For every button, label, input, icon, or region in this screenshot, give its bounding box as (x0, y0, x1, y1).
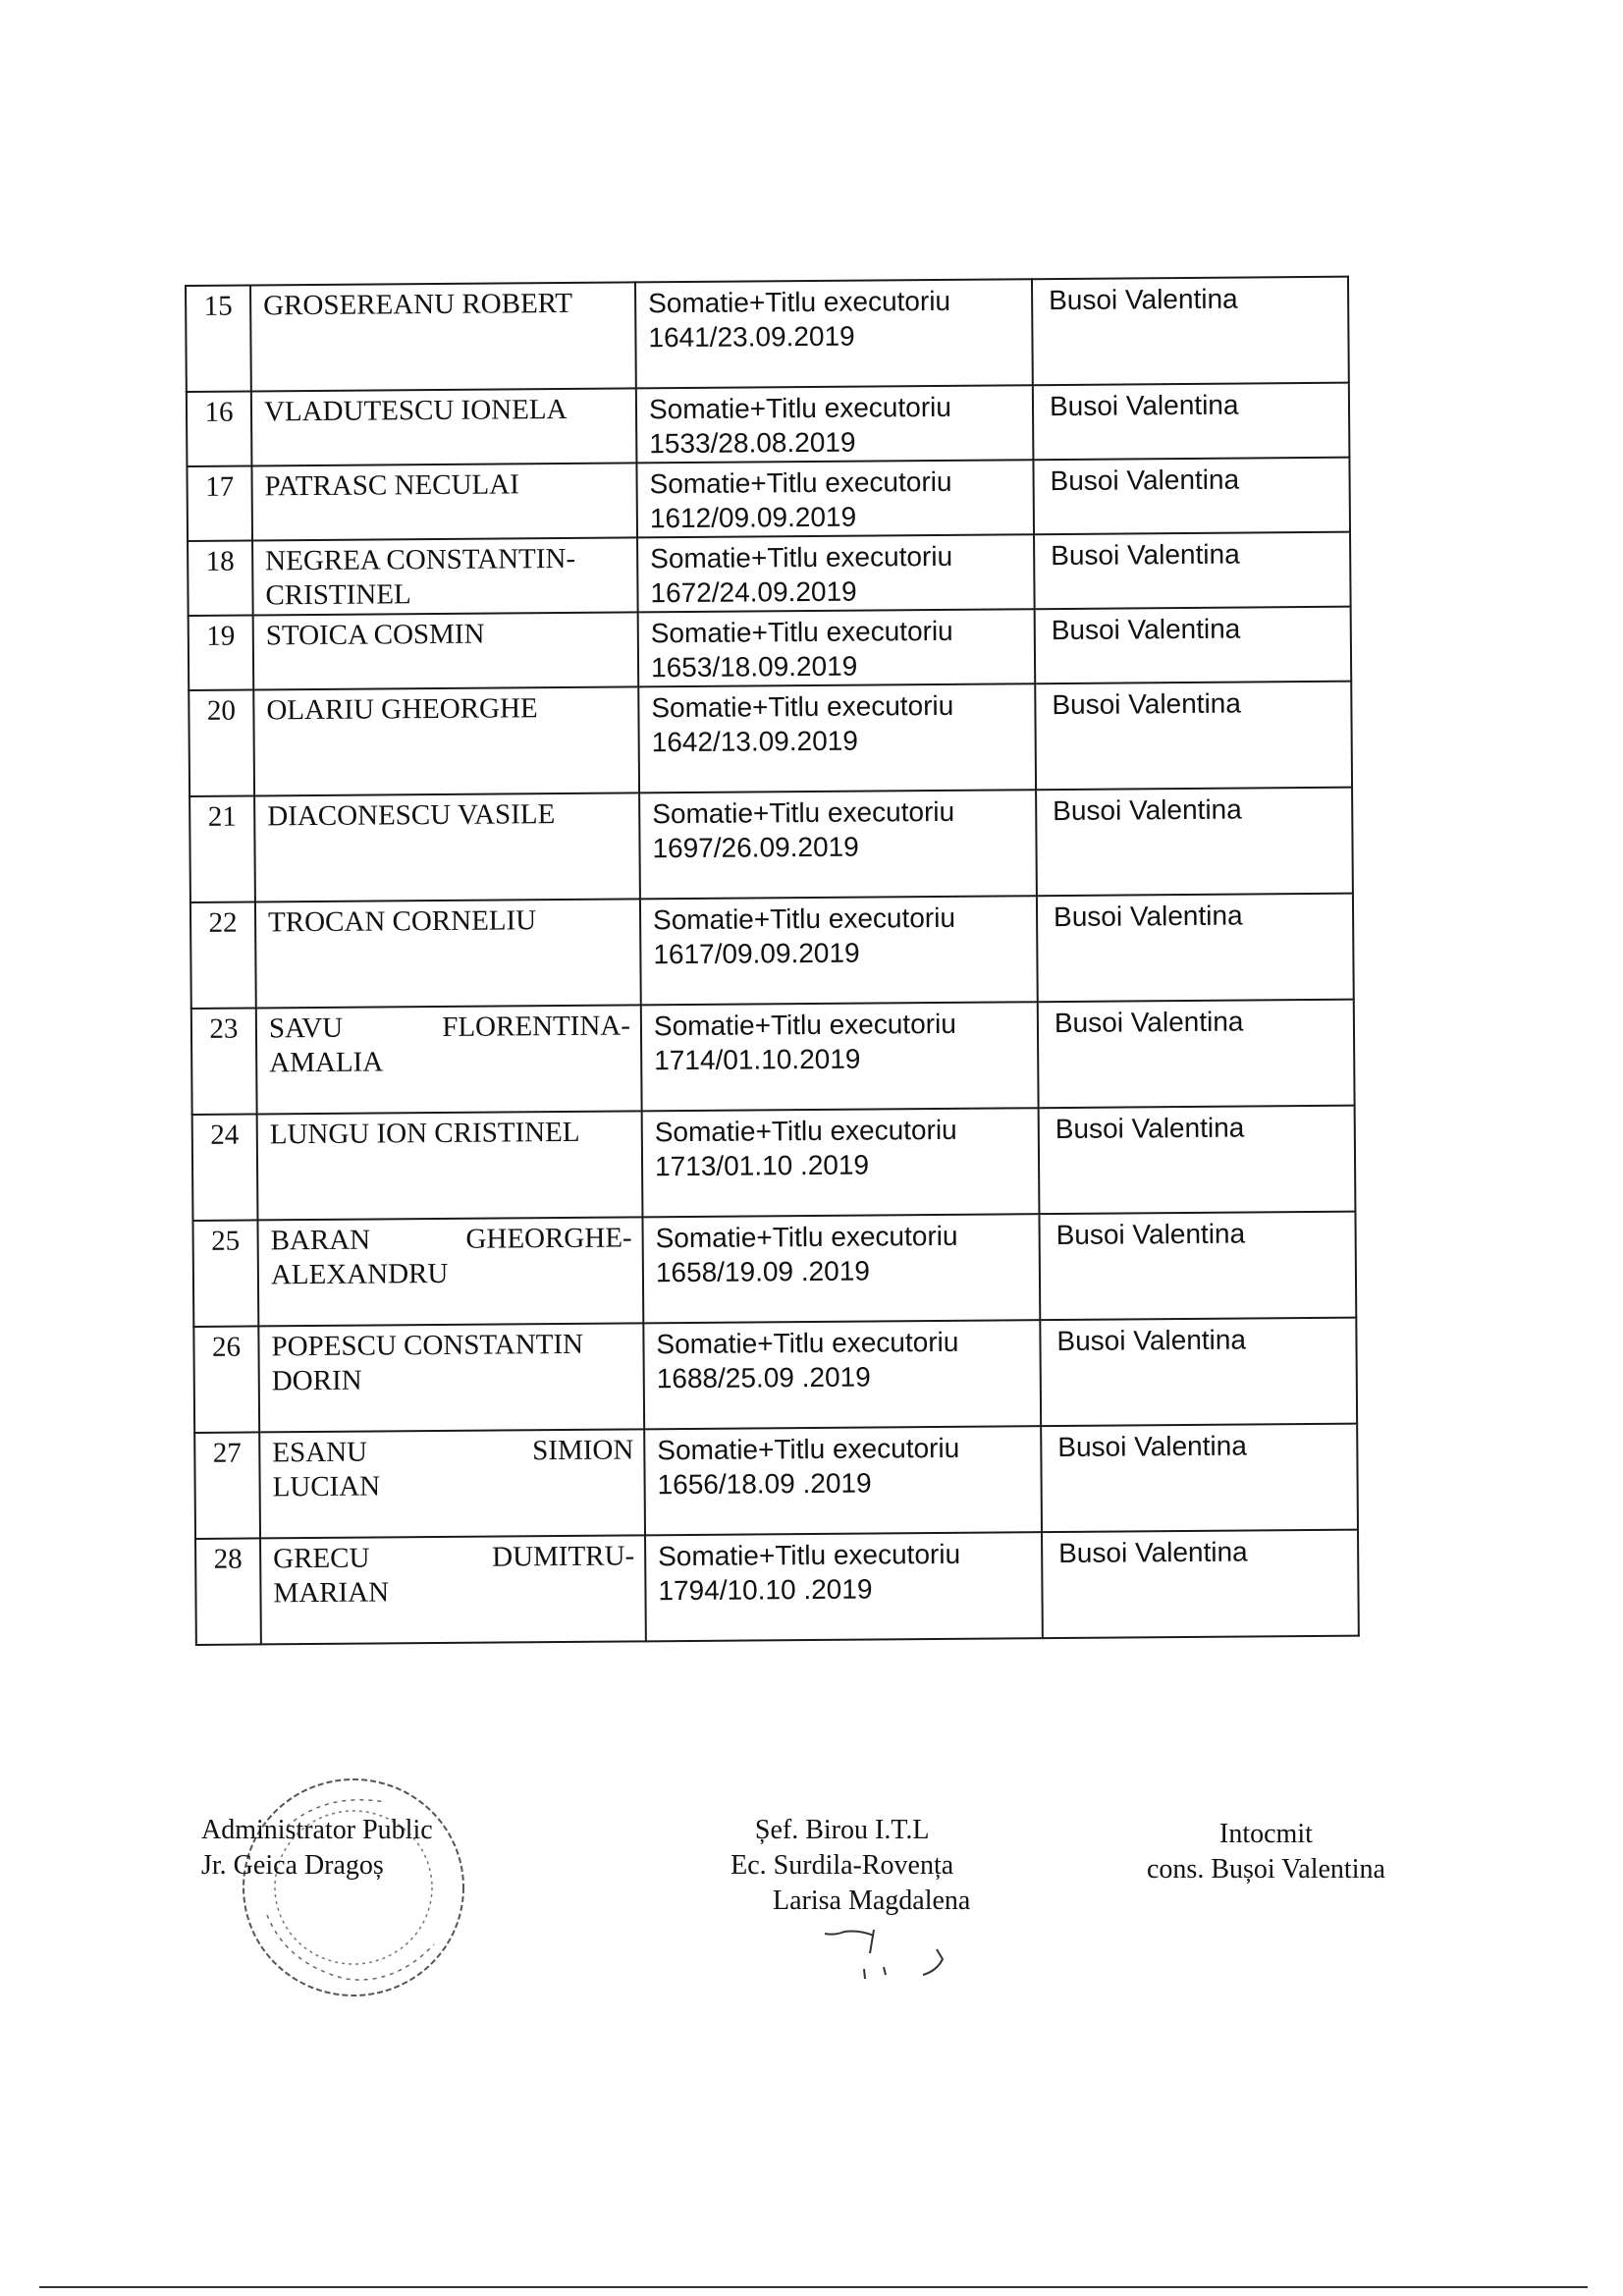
responsible-person: Busoi Valentina (1036, 788, 1353, 897)
responsible-person: Busoi Valentina (1034, 532, 1351, 610)
responsible-person: Busoi Valentina (1033, 383, 1350, 461)
debtor-name-cell (258, 1323, 644, 1432)
row-number: 22 (190, 902, 256, 1009)
table-row (193, 1318, 1357, 1433)
responsible-person: Busoi Valentina (1032, 277, 1349, 386)
document-reference-cell (638, 683, 1036, 793)
sef-birou-title: Șef. Birou I.T.L (754, 1815, 930, 1845)
responsible-person: Busoi Valentina (1039, 1106, 1356, 1215)
table-row (192, 1212, 1356, 1327)
row-number: 21 (189, 795, 255, 902)
debtor-name-cell (257, 1217, 643, 1326)
table-row (188, 532, 1351, 616)
document-type: Somatie+Titlu executoriu (656, 1326, 959, 1360)
row-number: 24 (192, 1114, 258, 1221)
responsible-person: Busoi Valentina (1040, 1318, 1357, 1427)
document-type: Somatie+Titlu executoriu (657, 1432, 960, 1466)
table-row (195, 1530, 1359, 1645)
document-type: Somatie+Titlu executoriu (652, 795, 955, 830)
debtor-name-cell (256, 1005, 642, 1114)
document-number: 1697/26.09.2019 (652, 831, 859, 864)
debtor-name-line: ALEXANDRU (270, 1257, 449, 1291)
debtor-name-cell (260, 1535, 646, 1644)
debtors-table (185, 276, 1360, 1646)
official-stamp-icon (228, 1768, 483, 2013)
sef-birou-name-line2: Larisa Magdalena (773, 1886, 971, 1916)
responsible-person: Busoi Valentina (1035, 682, 1352, 791)
debtor-name-line: MARIAN (273, 1576, 390, 1610)
document-reference-cell (643, 1320, 1041, 1429)
debtor-name-line: PATRASC NECULAI (264, 468, 519, 503)
document-type: Somatie+Titlu executoriu (648, 285, 951, 319)
debtor-name-line: TROCAN CORNELIU (267, 904, 537, 939)
document-reference-cell (635, 279, 1033, 388)
row-number: 20 (189, 689, 254, 796)
responsible-person: Busoi Valentina (1035, 607, 1352, 684)
bottom-divider (39, 2286, 1588, 2288)
debtor-name-line: BARAN GHEORGHE- (270, 1222, 632, 1257)
signature-intocmit (1147, 1817, 1385, 1887)
document-number: 1688/25.09 .2019 (656, 1361, 871, 1394)
table-row (194, 1424, 1358, 1539)
debtor-name-cell (251, 388, 637, 465)
document-type: Somatie+Titlu executoriu (652, 902, 956, 936)
table-row (187, 458, 1350, 541)
document-reference-cell (636, 460, 1034, 537)
document-reference-cell (640, 896, 1038, 1005)
row-number: 18 (188, 540, 253, 616)
debtor-name-line: AMALIA (269, 1046, 384, 1079)
debtor-name-cell (255, 899, 641, 1008)
debtor-name-cell (257, 1111, 643, 1220)
row-number: 27 (194, 1432, 260, 1539)
responsible-person: Busoi Valentina (1041, 1424, 1358, 1533)
document-reference-cell (642, 1214, 1040, 1323)
document-number: 1713/01.10 .2019 (654, 1149, 870, 1182)
document-number: 1642/13.09.2019 (651, 725, 859, 758)
debtor-name-line: POPESCU CONSTANTIN (271, 1328, 584, 1363)
table-row (187, 383, 1350, 466)
debtor-name-line: LUNGU ION CRISTINEL (269, 1116, 580, 1151)
document-number: 1794/10.10 .2019 (658, 1573, 873, 1607)
debtor-name-line: GRECU DUMITRU- (273, 1540, 635, 1575)
debtor-name-cell (250, 282, 636, 391)
document-number: 1658/19.09 .2019 (655, 1255, 871, 1288)
document-number: 1714/01.10.2019 (654, 1043, 861, 1076)
document-type: Somatie+Titlu executoriu (653, 1008, 956, 1042)
debtor-name-line: DORIN (271, 1364, 362, 1397)
debtor-name-cell (251, 463, 637, 540)
debtor-name-line: ESANU SIMION (272, 1434, 634, 1469)
document-reference-cell (645, 1532, 1043, 1641)
row-number: 26 (193, 1326, 259, 1433)
intocmit-title: Intocmit (1219, 1819, 1313, 1849)
row-number: 19 (189, 615, 254, 690)
table-row (186, 277, 1349, 392)
debtor-name-cell (254, 793, 640, 902)
debtor-name-cell (259, 1429, 645, 1538)
signature-administrator (201, 1813, 433, 1884)
document-reference-cell (644, 1426, 1042, 1535)
document-reference-cell (642, 1108, 1040, 1217)
sef-birou-name-line1: Ec. Surdila-Rovența (730, 1850, 954, 1881)
document-number: 1672/24.09.2019 (650, 575, 857, 609)
document-number: 1617/09.09.2019 (653, 937, 860, 970)
table-row (189, 788, 1353, 902)
row-number: 28 (195, 1538, 261, 1645)
document-type: Somatie+Titlu executoriu (650, 615, 953, 649)
table-row (189, 607, 1352, 690)
responsible-person: Busoi Valentina (1037, 894, 1354, 1003)
debtor-name-cell (253, 612, 639, 689)
table-row (189, 682, 1352, 796)
row-number: 23 (191, 1008, 257, 1115)
debtor-name-line: OLARIU GHEORGHE (266, 692, 538, 727)
responsible-person: Busoi Valentina (1038, 1000, 1355, 1109)
document-number: 1653/18.09.2019 (650, 650, 858, 683)
document-reference-cell (638, 609, 1036, 686)
debtor-name-line: SAVU FLORENTINA- (268, 1010, 631, 1045)
debtor-name-cell (253, 686, 639, 795)
document-number: 1641/23.09.2019 (648, 320, 855, 354)
debtor-name-line: CRISTINEL (265, 578, 411, 612)
handwritten-signature-icon (805, 1920, 1001, 1989)
document-type: Somatie+Titlu executoriu (655, 1220, 958, 1254)
debtor-name-line: DIACONESCU VASILE (267, 798, 556, 833)
document-type: Somatie+Titlu executoriu (651, 689, 954, 724)
row-number: 15 (186, 285, 251, 392)
debtors-table-body (186, 277, 1359, 1645)
document-number: 1656/18.09 .2019 (657, 1467, 872, 1501)
table-row (192, 1106, 1356, 1221)
document-type: Somatie+Titlu executoriu (649, 465, 952, 500)
table-row (191, 1000, 1355, 1115)
administrator-title: Administrator Public (201, 1815, 433, 1845)
document-reference-cell (641, 1002, 1039, 1111)
document-type: Somatie+Titlu executoriu (658, 1538, 961, 1572)
row-number: 16 (187, 391, 252, 466)
debtor-name-line: STOICA COSMIN (265, 618, 485, 652)
document-type: Somatie+Titlu executoriu (648, 391, 952, 425)
debtor-name-line: GROSEREANU ROBERT (263, 287, 573, 322)
document-reference-cell (636, 385, 1034, 463)
responsible-person: Busoi Valentina (1033, 458, 1350, 535)
document-number: 1533/28.08.2019 (649, 426, 856, 460)
responsible-person: Busoi Valentina (1042, 1530, 1359, 1639)
row-number: 17 (187, 465, 252, 541)
debtor-name-line: VLADUTESCU IONELA (263, 393, 568, 428)
debtor-name-line: LUCIAN (272, 1470, 381, 1503)
table-row (190, 894, 1354, 1009)
administrator-name: Jr. Geica Dragoș (201, 1850, 384, 1881)
document-type: Somatie+Titlu executoriu (654, 1114, 957, 1148)
document-number: 1612/09.09.2019 (649, 501, 857, 534)
row-number: 25 (192, 1220, 258, 1327)
signature-sef-birou (714, 1813, 970, 1919)
responsible-person: Busoi Valentina (1039, 1212, 1356, 1321)
debtor-name-line: NEGREA CONSTANTIN- (265, 542, 576, 577)
document-reference-cell (639, 790, 1037, 899)
document-reference-cell (637, 534, 1035, 612)
document-type: Somatie+Titlu executoriu (650, 540, 953, 574)
debtor-name-cell (252, 537, 638, 615)
intocmit-name: cons. Bușoi Valentina (1147, 1854, 1385, 1885)
